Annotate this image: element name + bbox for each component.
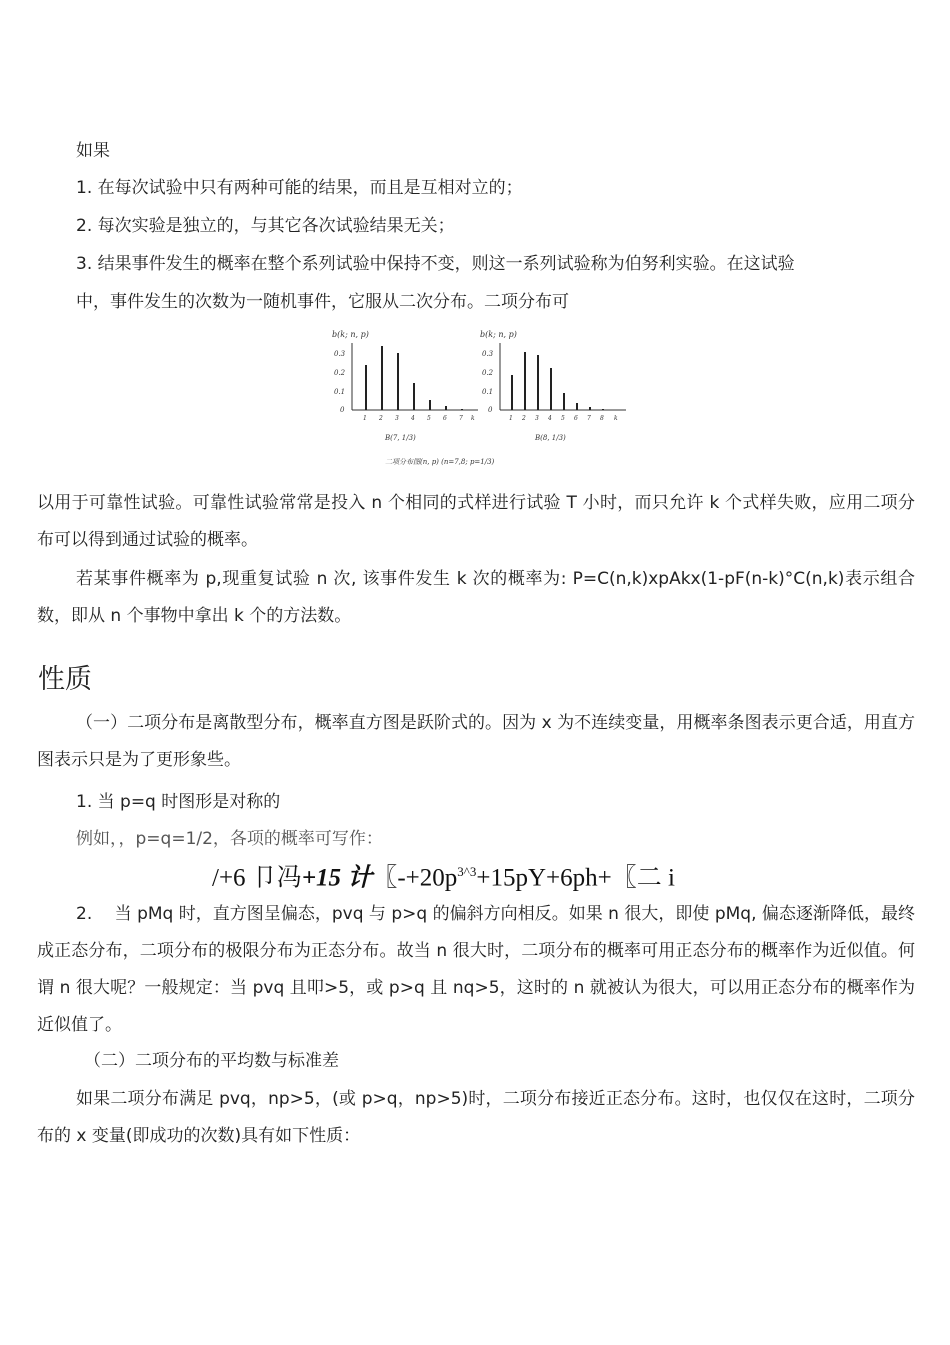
formula-sup: 3^3: [457, 864, 477, 879]
chart1-xtick: 2: [379, 415, 383, 422]
expansion-formula: [212, 852, 675, 898]
chart2-ytick: 0: [488, 406, 493, 414]
chart2-ytick: 0.1: [482, 388, 494, 396]
property-1: （一）二项分布是离散型分布，概率直方图是跃阶式的。因为 x 为不连续变量，用概率条图表示更合适，用直方图表示只是为了更形象些。: [37, 713, 915, 770]
chart2-ytick: 0.2: [482, 369, 494, 377]
binomial-figure: [330, 325, 630, 475]
chart1-xtick: 6: [443, 415, 447, 422]
formula-part: +15pY+6ph+〖二 i: [476, 864, 675, 892]
condition-2: 2. 每次实验是独立的，与其它各次试验结果无关；: [76, 216, 455, 236]
chart2-xtick: 3: [535, 415, 539, 422]
chart1-xtick: 1: [363, 415, 367, 422]
paragraph-normal-approx: 如果二项分布满足 pvq，np>5，(或 p>q，np>5)时，二项分布接近正态分布。这时，也仅仅在这时，二项分布的 x 变量(即成功的次数)具有如下性质：: [37, 1089, 915, 1146]
chart2-xtick: 6: [574, 415, 578, 422]
formula-part: +15 计: [301, 864, 373, 892]
chart1-ytick: 0.1: [334, 388, 346, 396]
condition-1: 1. 在每次试验中只有两种可能的结果，而且是互相对立的；: [76, 178, 523, 198]
chart2-xtick: 1: [509, 415, 513, 422]
example-text: 例如，，p=q=1/2，各项的概率可写作：: [76, 829, 383, 849]
formula-part: /+6: [212, 864, 252, 892]
chart1-ytick: 0.3: [334, 350, 346, 358]
chart1-xtick: 3: [395, 415, 399, 422]
binomial-figure-svg: [330, 325, 630, 475]
chart2-xtick: 7: [587, 415, 591, 422]
chart1-xtick: 5: [427, 415, 431, 422]
chart2-ytick: 0.3: [482, 350, 494, 358]
chart1-ylabel: b(k; n, p): [332, 330, 369, 339]
paragraph-reliability: 以用于可靠性试验。可靠性试验常常是投入 n 个相同的式样进行试验 T 小时，而只允许 k 个式样失败，应用二项分布可以得到通过试验的概率。: [37, 493, 915, 550]
intro-text: 如果: [76, 141, 110, 161]
chart2-label: B(8, 1/3): [535, 434, 566, 442]
chart2-xtick: 5: [561, 415, 565, 422]
chart1-xtick: 4: [411, 415, 415, 422]
chart2-ylabel: b(k; n, p): [480, 330, 517, 339]
property-2: （二）二项分布的平均数与标准差: [84, 1051, 339, 1071]
chart1-xtick: k: [471, 415, 475, 422]
chart1-ytick: 0: [340, 406, 345, 414]
item-2: 2. 当 pMq 时，直方图呈偏态，pvq 与 p>q 的偏斜方向相反。如果 n 很大，即使 pMq, 偏态逐渐降低，最终成正态分布，二项分布的极限分布为正态分布。故当 n 很大时，二项分布的概率可用正态分布的概率作为近似值。何谓 n 很大呢？一般规定：当 pvq 且叩>5，或 p>q 且 nq>5，这时的 n 就被认为很大，可以用正态分布的概率作为近似值了。: [37, 904, 915, 1035]
chart1-label: B(7, 1/3): [385, 434, 416, 442]
section-heading: 性质: [38, 664, 92, 695]
figure-caption: 二项分布图(n, p) (n=7,8; p=1/3): [385, 458, 495, 466]
chart2-xtick: 8: [600, 415, 604, 422]
item-1: 1. 当 p=q 时图形是对称的: [76, 792, 281, 812]
formula-part: 卩冯: [251, 864, 302, 892]
formula-part: 〖-+20p: [372, 864, 458, 892]
condition-3: 3. 结果事件发生的概率在整个系列试验中保持不变，则这一系列试验称为伯努利实验。在这试验: [76, 254, 795, 274]
condition-3-cont: 中，事件发生的次数为一随机事件，它服从二次分布。二项分布可: [76, 292, 569, 312]
chart1-xtick: 7: [459, 415, 463, 422]
chart2-xtick: 2: [522, 415, 526, 422]
paragraph-probability-formula: 若某事件概率为 p,现重复试验 n 次, 该事件发生 k 次的概率为: P=C(n,k)xpAkx(1-pF(n-k)°C(n,k)表示组合数，即从 n 个事物中拿出 k 个的方法数。: [37, 569, 915, 626]
chart1-ytick: 0.2: [334, 369, 346, 377]
chart2-xtick: 4: [548, 415, 552, 422]
chart2-xtick: k: [614, 415, 618, 422]
